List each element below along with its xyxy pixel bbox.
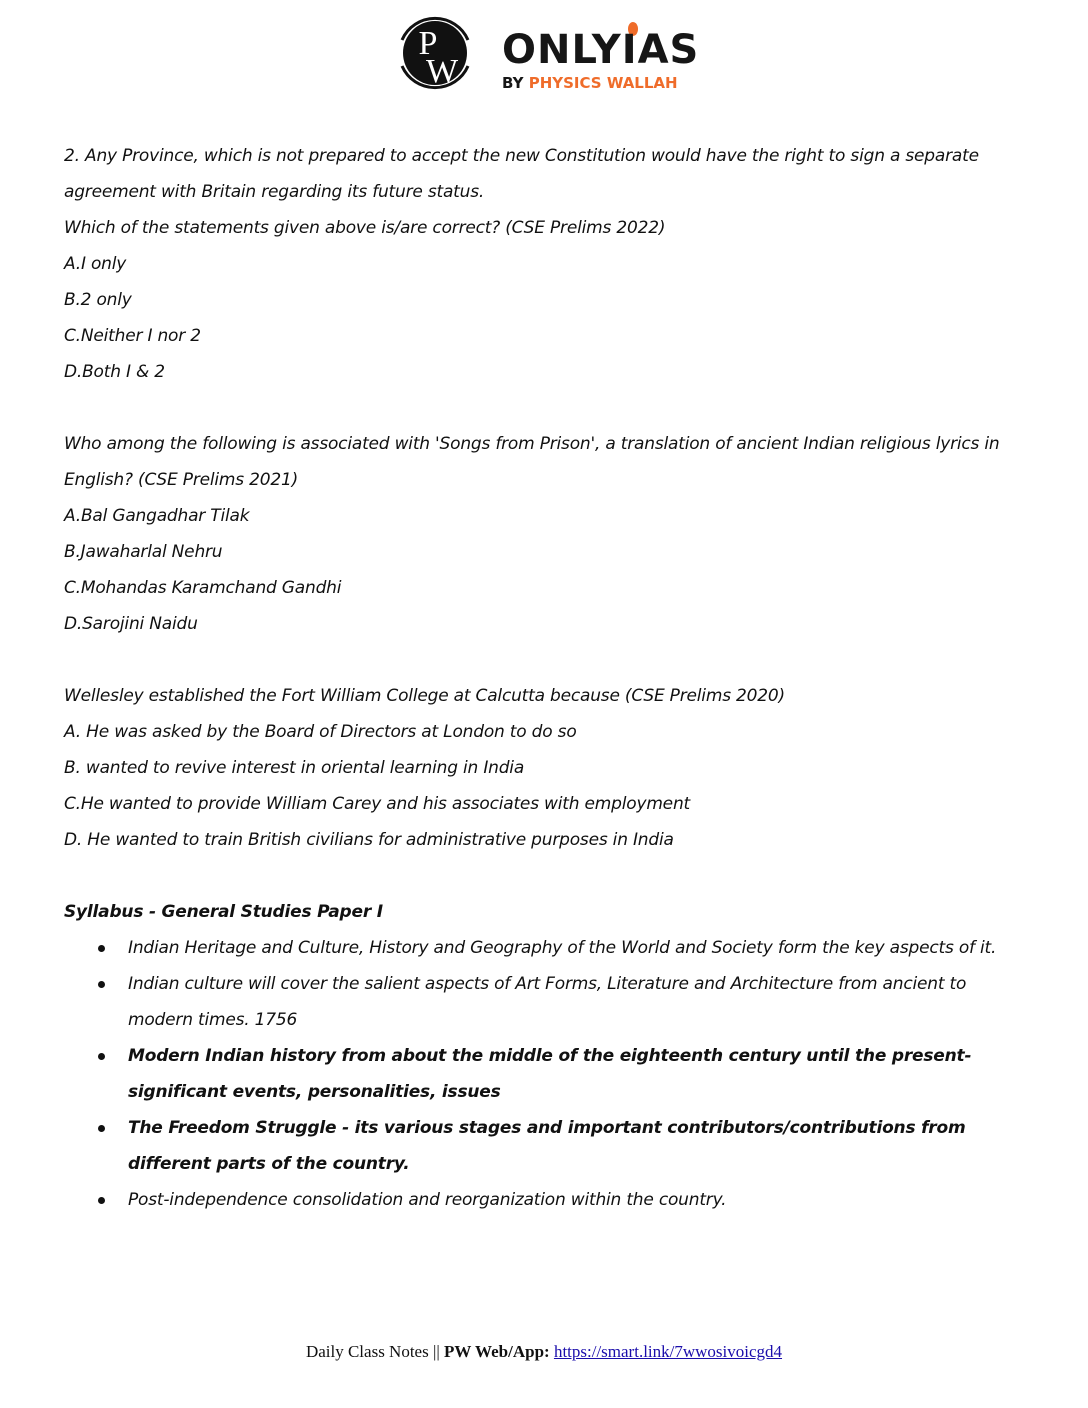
question-text: agreement with Britain regarding its future status. (64, 182, 485, 202)
spacer (64, 642, 1034, 678)
syllabus-item-text: Post-independence consolidation and reorganization within the country. (128, 1190, 727, 1210)
syllabus-section (64, 894, 1034, 1218)
bullet-icon (98, 945, 105, 952)
syllabus-item (64, 1110, 1034, 1182)
brand-name: ONLYIAS (502, 27, 700, 73)
spacer (64, 390, 1034, 426)
bullet-icon (98, 981, 105, 988)
option-d: D.Sarojini Naidu (64, 614, 198, 634)
syllabus-item-text: Modern Indian history from about the middle of the eighteenth century until the present- significant events, personalities, issues (128, 1046, 972, 1102)
syllabus-item (64, 930, 1034, 966)
question-2021 (64, 426, 1034, 642)
question-text: Wellesley established the Fort William College at Calcutta because (CSE Prelims 2020) (64, 686, 785, 706)
syllabus-item (64, 966, 1034, 1038)
bullet-icon (98, 1197, 105, 1204)
option-d: D. He wanted to train British civilians for administrative purposes in India (64, 830, 674, 850)
page-header (390, 8, 710, 98)
question-text: Which of the statements given above is/are correct? (CSE Prelims 2022) (64, 218, 666, 238)
bullet-icon (98, 1053, 105, 1060)
syllabus-item (64, 1182, 1034, 1218)
spacer (64, 858, 1034, 894)
option-a: A.Bal Gangadhar Tilak (64, 506, 250, 526)
option-a: A. He was asked by the Board of Directors at London to do so (64, 722, 577, 742)
footer-prefix: Daily Class Notes || (305, 1342, 445, 1361)
brand-tagline (502, 74, 678, 92)
option-b: B. wanted to revive interest in oriental learning in India (64, 758, 525, 778)
option-d: D.Both I & 2 (64, 362, 165, 382)
option-a: A.I only (64, 254, 127, 274)
pw-logo (392, 10, 478, 96)
syllabus-item-text: The Freedom Struggle - its various stages and important contributors/contributions from different parts of the country. (128, 1118, 966, 1174)
question-text: Who among the following is associated with 'Songs from Prison', a translation of ancient Indian religious lyrics in (64, 434, 1000, 454)
syllabus-item (64, 1038, 1034, 1110)
option-b: B.2 only (64, 290, 132, 310)
tagline-by: BY (502, 74, 524, 92)
option-c: C.He wanted to provide William Carey and his associates with employment (64, 794, 690, 814)
syllabus-item-text: Indian Heritage and Culture, History and Geography of the World and Society form the key aspects of it. (128, 938, 997, 958)
pw-logo-w: W (425, 53, 459, 90)
syllabus-item-text: Indian culture will cover the salient aspects of Art Forms, Literature and Architecture from ancient to modern times. 1756 (128, 974, 967, 1030)
footer-label: PW Web/App: (444, 1342, 550, 1361)
footer-link[interactable]: https://smart.link/7wwosivoicgd4 (553, 1342, 783, 1361)
option-b: B.Jawaharlal Nehru (64, 542, 223, 562)
option-c: C.Mohandas Karamchand Gandhi (64, 578, 342, 598)
syllabus-list (64, 930, 1034, 1218)
question-2022 (64, 138, 1034, 390)
option-c: C.Neither I nor 2 (64, 326, 201, 346)
question-text: English? (CSE Prelims 2021) (64, 470, 299, 490)
brand-logo (502, 18, 712, 98)
pw-logo-p: P (418, 25, 438, 62)
document-body (64, 138, 1034, 1218)
question-text: 2. Any Province, which is not prepared to accept the new Constitution would have the right to sign a separate (64, 146, 979, 166)
page-footer (0, 1342, 1088, 1362)
syllabus-heading: Syllabus - General Studies Paper I (64, 902, 383, 922)
tagline-physics-wallah: PHYSICS WALLAH (528, 74, 678, 92)
question-2020 (64, 678, 1034, 858)
bullet-icon (98, 1125, 105, 1132)
